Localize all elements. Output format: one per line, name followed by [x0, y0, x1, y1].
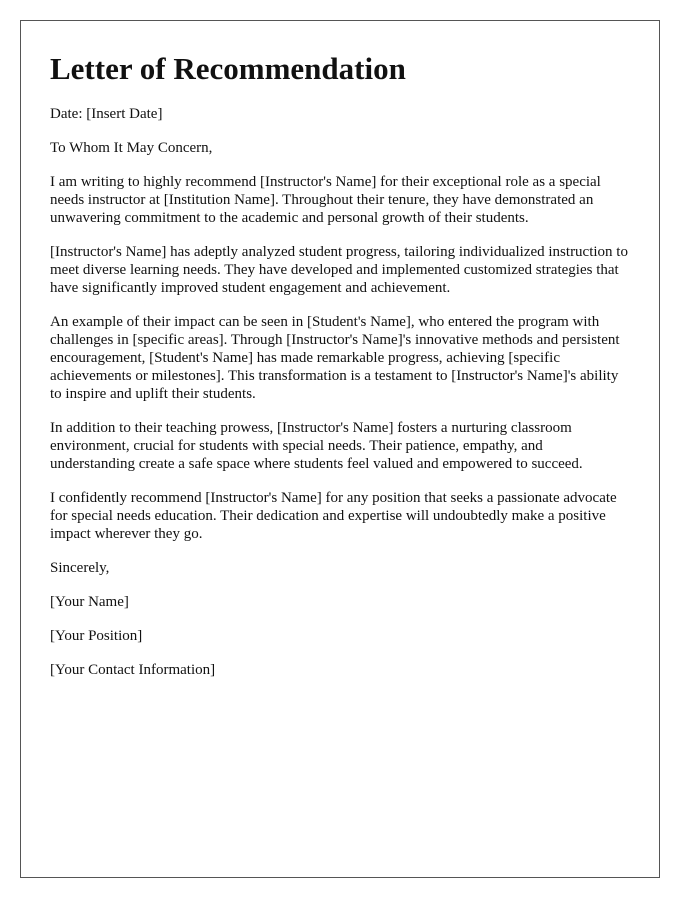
letter-date: Date: [Insert Date]	[50, 106, 163, 122]
letter-salutation: To Whom It May Concern,	[50, 140, 213, 156]
signature-contact: [Your Contact Information]	[50, 662, 216, 678]
body-paragraph-1: I am writing to highly recommend [Instructor's Name] for their exceptional role as a special needs instructor at [Institution Name]. Throughout their tenure, they have demonstrated an unwavering commitment to the academic and personal growth of their students.	[50, 174, 601, 226]
letter-page	[20, 20, 660, 878]
body-paragraph-3: An example of their impact can be seen in [Student's Name], who entered the program with challenges in [specific areas]. Through [Instructor's Name]'s innovative methods and persistent encouragement, [Student's Name] has made remarkable progress, achieving [specific achievements or milestones]. This transformation is a testament to [Instructor's Name]'s ability to inspire and uplift their students.	[50, 314, 620, 402]
letter-title: Letter of Recommendation	[50, 51, 406, 86]
body-paragraph-4: In addition to their teaching prowess, [Instructor's Name] fosters a nurturing classroom environment, crucial for students with special needs. Their patience, empathy, and understanding create a safe space where students feel valued and empowered to succeed.	[50, 420, 583, 472]
signature-name: [Your Name]	[50, 594, 129, 610]
signature-position: [Your Position]	[50, 628, 143, 644]
letter-closing: Sincerely,	[50, 560, 110, 576]
body-paragraph-2: [Instructor's Name] has adeptly analyzed student progress, tailoring individualized instruction to meet diverse learning needs. They have developed and implemented customized strategies that have significantly improved student engagement and achievement.	[50, 244, 628, 296]
body-paragraph-5: I confidently recommend [Instructor's Name] for any position that seeks a passionate advocate for special needs education. Their dedication and expertise will undoubtedly make a positive impact wherever they go.	[50, 490, 617, 542]
